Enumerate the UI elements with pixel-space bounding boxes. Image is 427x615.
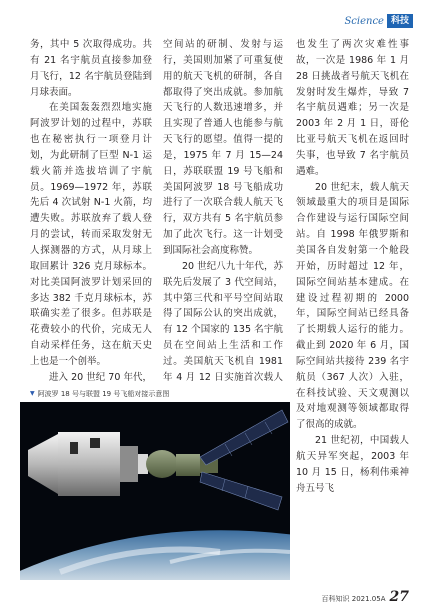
page-footer: [322, 589, 409, 605]
section-header: [344, 14, 413, 28]
text-column-1: [30, 37, 152, 386]
section-label-zh: 科技: [387, 14, 413, 28]
text-column-2: [163, 37, 283, 386]
triangle-icon: ▼: [30, 390, 35, 397]
paragraph: 也发生了两次灾难性事故，一次是 1986 年 1 月 28 日挑战者号航天飞机在发射时发生爆炸，导致 7 名宇航员遇难；另一次是 2003 年 2 月 1 日，哥伦比亚号航天飞机在返回时失事，也导致 7 名宇航员遇难。: [296, 39, 409, 177]
caption-text: 阿波罗 18 号与联盟 19 号飞船对接示意图: [37, 390, 170, 398]
text-column-3: [296, 37, 409, 597]
figure-caption: [30, 388, 282, 400]
paragraph: 空间站的研制、发射与运行，美国则加紧了可重复使用的航天飞机的研制，各自都取得了突出成就。参加航天飞行的人数迅速增多，并且实现了普通人也能参与航天飞行的愿望。值得一提的是，1975 年 7 月 15—24 日，苏联联盟 19 号飞船和美国阿波罗 18 号飞船成功进行了一次联合载人航天飞行，双方共有 5 名宇航员参加了此次飞行。这一计划受到国际社会高度称赞。: [163, 39, 283, 256]
docking-illustration: [20, 402, 290, 580]
paragraph: 务，其中 5 次取得成功。共有 21 名宇航员直接参加登月飞行，12 名宇航员登陆到月球表面。: [30, 39, 152, 98]
paragraph: 在美国轰轰烈烈地实施阿波罗计划的过程中，苏联也在秘密执行一项登月计划，为此研制了巨型 N-1 运载火箭并选拔培训了宇航员。1969—1972 年，苏联先后 4 次试射 N-1 火箭，均遭失败。苏联放弃了载人登月的尝试，转而采取发射无人探测器的方式，从月球上取回累计 326 克月球标本。对比美国阿波罗计划采回的多达 382 千克月球标本，苏联确实差了很多。但苏联是花费较小的代价，完成无人自动采样任务，这在航天史上也是一个创举。: [30, 102, 152, 367]
page-number: 27: [389, 589, 409, 605]
paragraph: 进入 20 世纪 70 年代，: [49, 371, 152, 383]
section-label-en: Science: [344, 15, 384, 27]
paragraph: 20 世纪末，载人航天领域最重大的项目是国际合作建设与运行国际空间站。自 1998 年俄罗斯和美国各自发射第一个舱段开始，历时超过 12 年，国际空间站基本建成。在建设过程初期的 2000 年，国际空间站已经具备了长期载人运行的能力。截止到 2020 年 6 月，国际空间站共接待 239 名宇航员（367 人次）入驻，在科技试验、天文观测以及对地观测等领域都取得了很高的成就。: [296, 181, 409, 431]
paragraph: 20 世纪八九十年代，苏联先后发展了 3 代空间站，其中第三代和平号空间站取得了国际公认的突出成就，有 12 个国家的 135 名宇航员在空间站上生活和工作过。美国航天飞机自 1981 年 4 月 12 日实施首次载人: [163, 260, 283, 383]
issue-label: 百科知识 2021.05A: [321, 595, 386, 603]
paragraph: 21 世纪初，中国载人航天异军突起，2003 年 10 月 15 日，杨利伟乘神舟五号飞: [296, 435, 409, 494]
